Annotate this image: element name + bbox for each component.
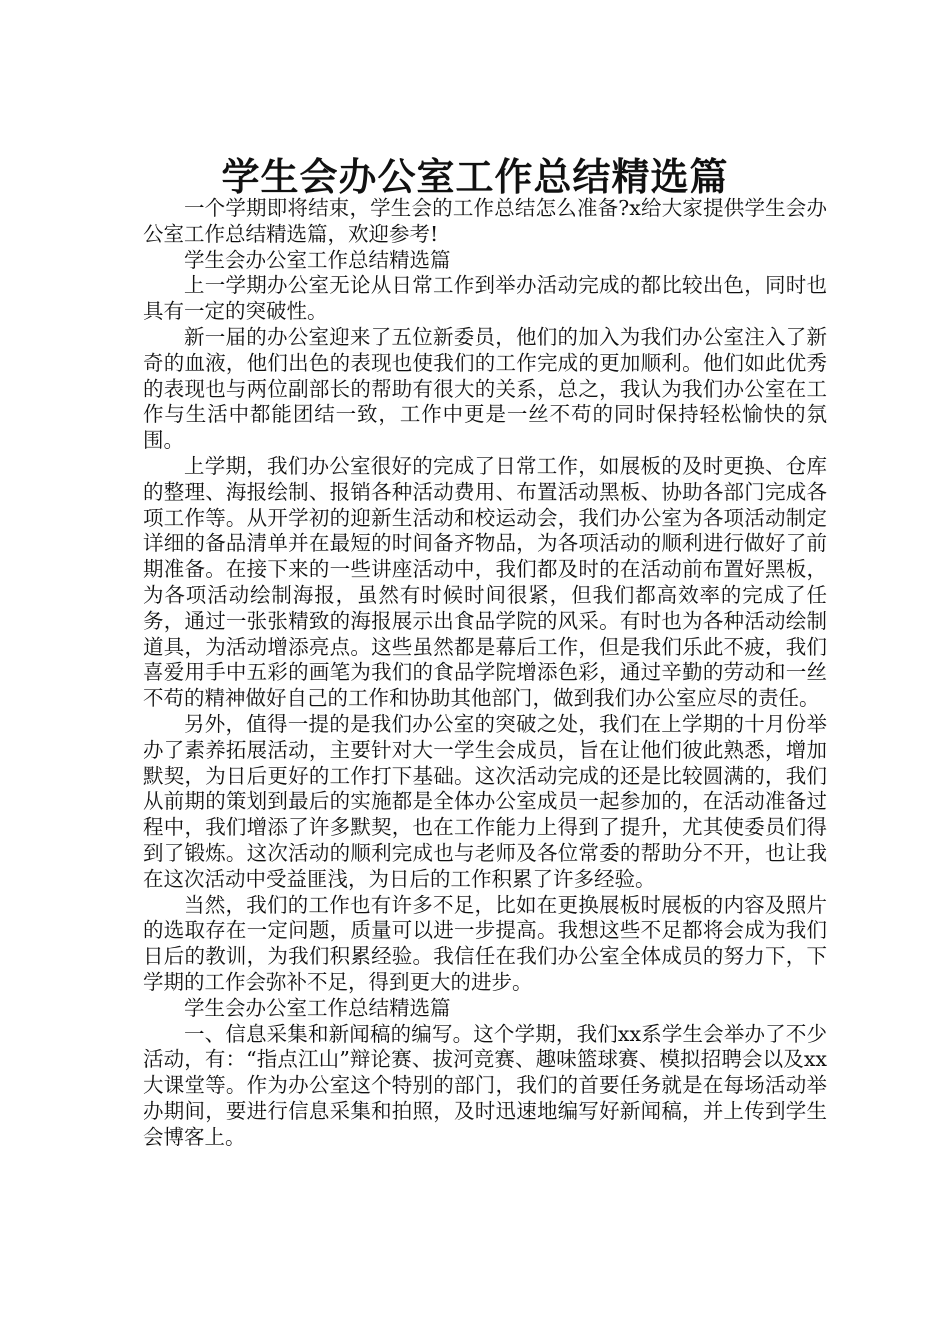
document-body xyxy=(143,196,827,1150)
intro-paragraph: 一个学期即将结束，学生会的工作总结怎么准备?x给大家提供学生会办公室工作总结精选篇，欢迎参考! xyxy=(143,196,827,246)
body-paragraph: 上学期，我们办公室很好的完成了日常工作，如展板的及时更换、仓库的整理、海报绘制、报销各种活动费用、布置活动黑板、协助各部门完成各项工作等。从开学初的迎新生活动和校运动会，我们办公室为各项活动制定详细的备品清单并在最短的时间备齐物品，为各项活动的顺利进行做好了前期准备。在接下来的一些讲座活动中，我们都及时的在活动前布置好黑板，为各项活动绘制海报，虽然有时候时间很紧，但我们都高效率的完成了任务，通过一张张精致的海报展示出食品学院的风采。有时也为各种活动绘制道具，为活动增添亮点。这些虽然都是幕后工作，但是我们乐此不疲，我们喜爱用手中五彩的画笔为我们的食品学院增添色彩，通过辛勤的劳动和一丝不苟的精神做好自己的工作和协助其他部门，做到我们办公室应尽的责任。 xyxy=(143,453,827,711)
body-paragraph: 新一届的办公室迎来了五位新委员，他们的加入为我们办公室注入了新奇的血液，他们出色的表现也使我们的工作完成的更加顺利。他们如此优秀的表现也与两位副部长的帮助有很大的关系，总之，我认为我们办公室在工作与生活中都能团结一致，工作中更是一丝不苟的同时保持轻松愉快的氛围。 xyxy=(143,324,827,453)
body-paragraph: 一、信息采集和新闻稿的编写。这个学期，我们xx系学生会举办了不少活动，有：“指点江山”辩论赛、拔河竞赛、趣味篮球赛、模拟招聘会以及xx大课堂等。作为办公室这个特别的部门，我们的首要任务就是在每场活动举办期间，要进行信息采集和拍照，及时迅速地编写好新闻稿，并上传到学生会博客上。 xyxy=(143,1021,827,1149)
body-paragraph: 当然，我们的工作也有许多不足，比如在更换展板时展板的内容及照片的选取存在一定问题，质量可以进一步提高。我想这些不足都将会成为我们日后的教训，为我们积累经验。我信任在我们办公室全体成员的努力下，下学期的工作会弥补不足，得到更大的进步。 xyxy=(143,892,827,994)
section-heading: 学生会办公室工作总结精选篇 xyxy=(184,995,451,1020)
document-title: 学生会办公室工作总结精选篇 xyxy=(221,154,729,200)
body-paragraph: 另外，值得一提的是我们办公室的突破之处，我们在上学期的十月份举办了素养拓展活动，主要针对大一学生会成员，旨在让他们彼此熟悉，增加默契，为日后更好的工作打下基础。这次活动完成的还是比较圆满的，我们从前期的策划到最后的实施都是全体办公室成员一起参加的，在活动准备过程中，我们增添了许多默契，也在工作能力上得到了提升，尤其使委员们得到了锻炼。这次活动的顺利完成也与老师及各位常委的帮助分不开，也让我在这次活动中受益匪浅，为日后的工作积累了许多经验。 xyxy=(143,711,827,891)
body-paragraph: 上一学期办公室无论从日常工作到举办活动完成的都比较出色，同时也具有一定的突破性。 xyxy=(143,273,827,324)
section-heading: 学生会办公室工作总结精选篇 xyxy=(184,247,451,272)
